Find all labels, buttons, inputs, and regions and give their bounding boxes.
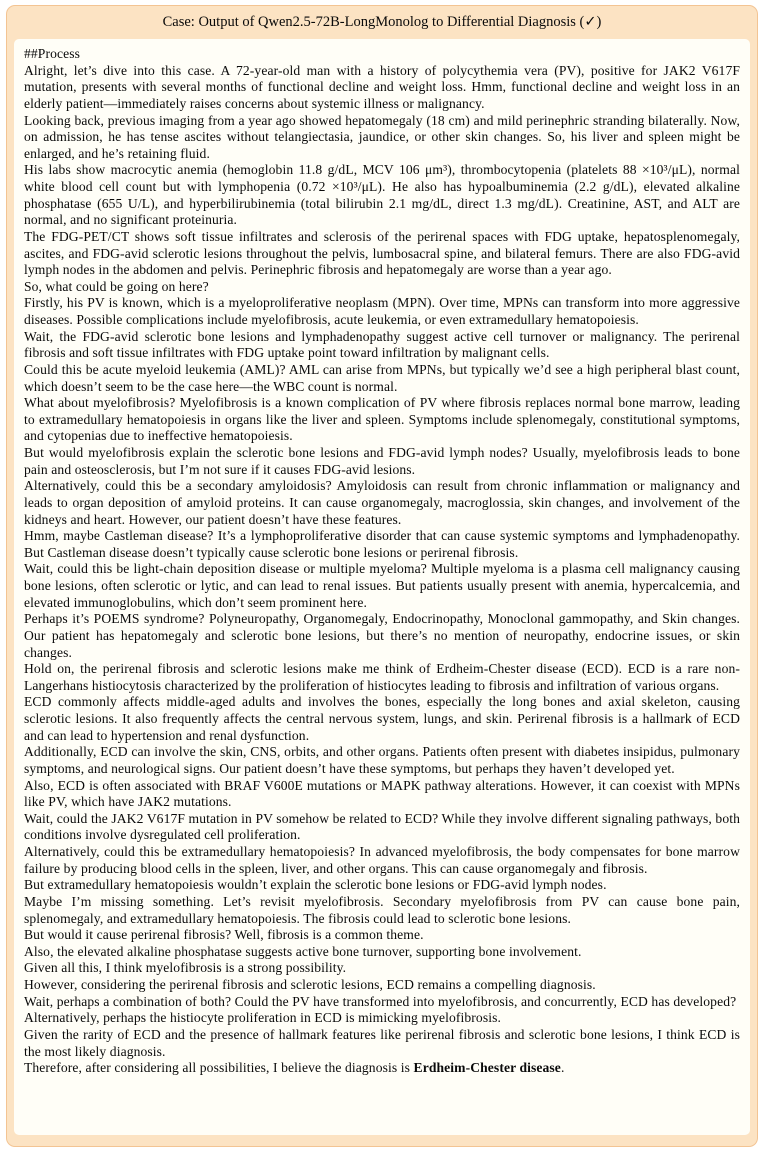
final-diagnosis-paragraph — [24, 1060, 740, 1077]
process-paragraph: So, what could be going on here? — [24, 278, 209, 294]
process-paragraph: Hmm, maybe Castleman disease? It’s a lymphoproliferative disorder that can cause systemic symptoms and lymphadenopathy. But Castleman disease doesn’t typically cause sclerotic bone lesions or perirenal fibrosis. — [24, 528, 740, 560]
process-paragraph: Alternatively, perhaps the histiocyte proliferation in ECD is mimicking myelofibrosis. — [24, 1010, 501, 1026]
process-heading: ##Process — [24, 46, 81, 61]
process-paragraph: Firstly, his PV is known, which is a myeloproliferative neoplasm (MPN). Over time, MPNs can transform into more aggressive diseases. Possible complications include myelofibrosis, acute leukemia, or even extramedullary hematopoiesis. — [24, 295, 740, 327]
process-paragraph: Wait, could this be light-chain deposition disease or multiple myeloma? Multiple myeloma is a plasma cell malignancy causing bone lesions, often sclerotic or lytic, and can lead to renal issues. But patients usually present with anemia, hypercalcemia, and elevated immunoglobulins, which don’t seem prominent here. — [24, 561, 740, 610]
process-paragraph: Wait, perhaps a combination of both? Could the PV have transformed into myelofibrosis, and concurrently, ECD has developed? — [24, 993, 737, 1009]
process-paragraph: Looking back, previous imaging from a year ago showed hepatomegaly (18 cm) and mild perinephric stranding bilaterally. Now, on admission, he has tense ascites without telangiectasia, jaundice, or other skin changes. So, his liver and spleen might be enlarged, and he’s retaining fluid. — [24, 112, 740, 161]
process-paragraph: Given all this, I think myelofibrosis is a strong possibility. — [24, 960, 347, 976]
process-paragraph: Hold on, the perirenal fibrosis and sclerotic lesions make me think of Erdheim-Chester disease (ECD). ECD is a rare non-Langerhans histiocytosis characterized by the proliferation of histiocytes leading to fibrosis and infiltration of various organs. — [24, 661, 740, 693]
process-paragraph: Also, the elevated alkaline phosphatase suggests active bone turnover, supporting bone involvement. — [24, 943, 582, 959]
process-paragraph: Wait, the FDG-avid sclerotic bone lesions and lymphadenopathy suggest active cell turnover or malignancy. The perirenal fibrosis and soft tissue infiltrates with FDG uptake point toward infiltration by malignant cells. — [24, 328, 740, 361]
process-paragraph: However, considering the perirenal fibrosis and sclerotic lesions, ECD remains a compelling diagnosis. — [24, 977, 596, 992]
process-paragraph: Perhaps it’s POEMS syndrome? Polyneuropathy, Organomegaly, Endocrinopathy, Monoclonal gammopathy, and Skin changes. Our patient has hepatomegaly and sclerotic bone lesions, but there’s no mention of neuropathy, endocrine issues, or skin changes. — [24, 611, 740, 660]
case-figure-box — [6, 5, 758, 1147]
process-paragraph: Also, ECD is often associated with BRAF V600E mutations or MAPK pathway alterations. However, it can coexist with MPNs like PV, which have JAK2 mutations. — [24, 777, 740, 810]
process-paragraph: His labs show macrocytic anemia (hemoglobin 11.8 g/dL, MCV 106 μm³), thrombocytopenia (platelets 88 ×10³/μL), normal white blood cell count but with lymphopenia (0.72 ×10³/μL). He also has hypoalbuminemia (2.2 g/dL), elevated alkaline phosphatase (655 U/L), and hyperbilirubinemia (total bilirubin 2.1 mg/dL, direct 1.3 mg/dL). Creatinine, AST, and ALT are normal, and no significant proteinuria. — [24, 162, 740, 228]
process-body — [14, 39, 750, 1135]
process-paragraph: Wait, could the JAK2 V617F mutation in PV somehow be related to ECD? While they involve different signaling pathways, both conditions involve dysregulated cell proliferation. — [24, 810, 740, 843]
final-diagnosis-prefix: Therefore, after considering all possibilities, I believe the diagnosis is — [24, 1060, 414, 1076]
process-paragraph: Given the rarity of ECD and the presence of hallmark features like perirenal fibrosis and sclerotic bone lesions, I think ECD is the most likely diagnosis. — [24, 1026, 740, 1059]
process-paragraph: What about myelofibrosis? Myelofibrosis is a known complication of PV where fibrosis replaces normal bone marrow, leading to extramedullary hematopoiesis in organs like the liver and spleen. Symptoms include splenomegaly, constitutional symptoms, and cytopenias due to ineffective hematopoiesis. — [24, 395, 740, 444]
process-paragraph: Additionally, ECD can involve the skin, CNS, orbits, and other organs. Patients often present with diabetes insipidus, pulmonary symptoms, and neurological signs. Our patient doesn’t have these symptoms, but perhaps they haven’t developed yet. — [24, 744, 740, 776]
process-paragraph: Alternatively, could this be a secondary amyloidosis? Amyloidosis can result from chronic inflammation or malignancy and leads to organ deposition of amyloid proteins. It can cause organomegaly, macroglossia, skin changes, and involvement of the kidneys and heart. However, our patient doesn’t have these features. — [24, 478, 740, 527]
process-paragraph: The FDG-PET/CT shows soft tissue infiltrates and sclerosis of the perirenal spaces with FDG uptake, hepatosplenomegaly, ascites, and FDG-avid sclerotic lesions throughout the pelvis, lumbosacral spine, and bilateral femurs. There are also FDG-avid lymph nodes in the abdomen and pelvis. Perinephric fibrosis and hepatomegaly are worse than a year ago. — [24, 228, 740, 278]
case-title: Case: Output of Qwen2.5-72B-LongMonolog to Differential Diagnosis (✓) — [162, 14, 602, 30]
process-paragraph: Could this be acute myeloid leukemia (AML)? AML can arise from MPNs, but typically we’d see a high peripheral blast count, which doesn’t seem to be the case here—the WBC count is normal. — [24, 361, 740, 394]
process-paragraph: But would it cause perirenal fibrosis? Well, fibrosis is a common theme. — [24, 927, 424, 943]
process-paragraph: But would myelofibrosis explain the sclerotic bone lesions and FDG-avid lymph nodes? Usually, myelofibrosis leads to bone pain and osteosclerosis, but I’m not sure if it causes FDG-avid lesions. — [24, 445, 740, 477]
process-paragraph: But extramedullary hematopoiesis wouldn’t explain the sclerotic bone lesions or FDG-avid lymph nodes. — [24, 877, 607, 893]
process-paragraph: Alternatively, could this be extramedullary hematopoiesis? In advanced myelofibrosis, the body compensates for bone marrow failure by producing blood cells in the spleen, liver, and other organs. This can cause organomegaly and fibrosis. — [24, 844, 740, 876]
final-diagnosis-name: Erdheim-Chester disease — [413, 1060, 561, 1076]
process-paragraph: Alright, let’s dive into this case. A 72-year-old man with a history of polycythemia vera (PV), positive for JAK2 V617F mutation, presents with several months of functional decline and weight loss. Hmm, functional decline and weight loss in an elderly patient—immediately raises concerns about systemic illness or malignancy. — [24, 62, 740, 111]
process-paragraph: ECD commonly affects middle-aged adults and involves the bones, especially the long bones and axial skeleton, causing sclerotic lesions. It also frequently affects the central nervous system, lungs, and skin. Perirenal fibrosis is a hallmark of ECD and can lead to hypertension and renal dysfunction. — [24, 694, 740, 743]
process-paragraph: Maybe I’m missing something. Let’s revisit myelofibrosis. Secondary myelofibrosis from PV can cause bone pain, splenomegaly, and extramedullary hematopoiesis. The fibrosis could lead to sclerotic bone lesions. — [24, 893, 740, 926]
final-diagnosis-suffix: . — [560, 1060, 565, 1076]
